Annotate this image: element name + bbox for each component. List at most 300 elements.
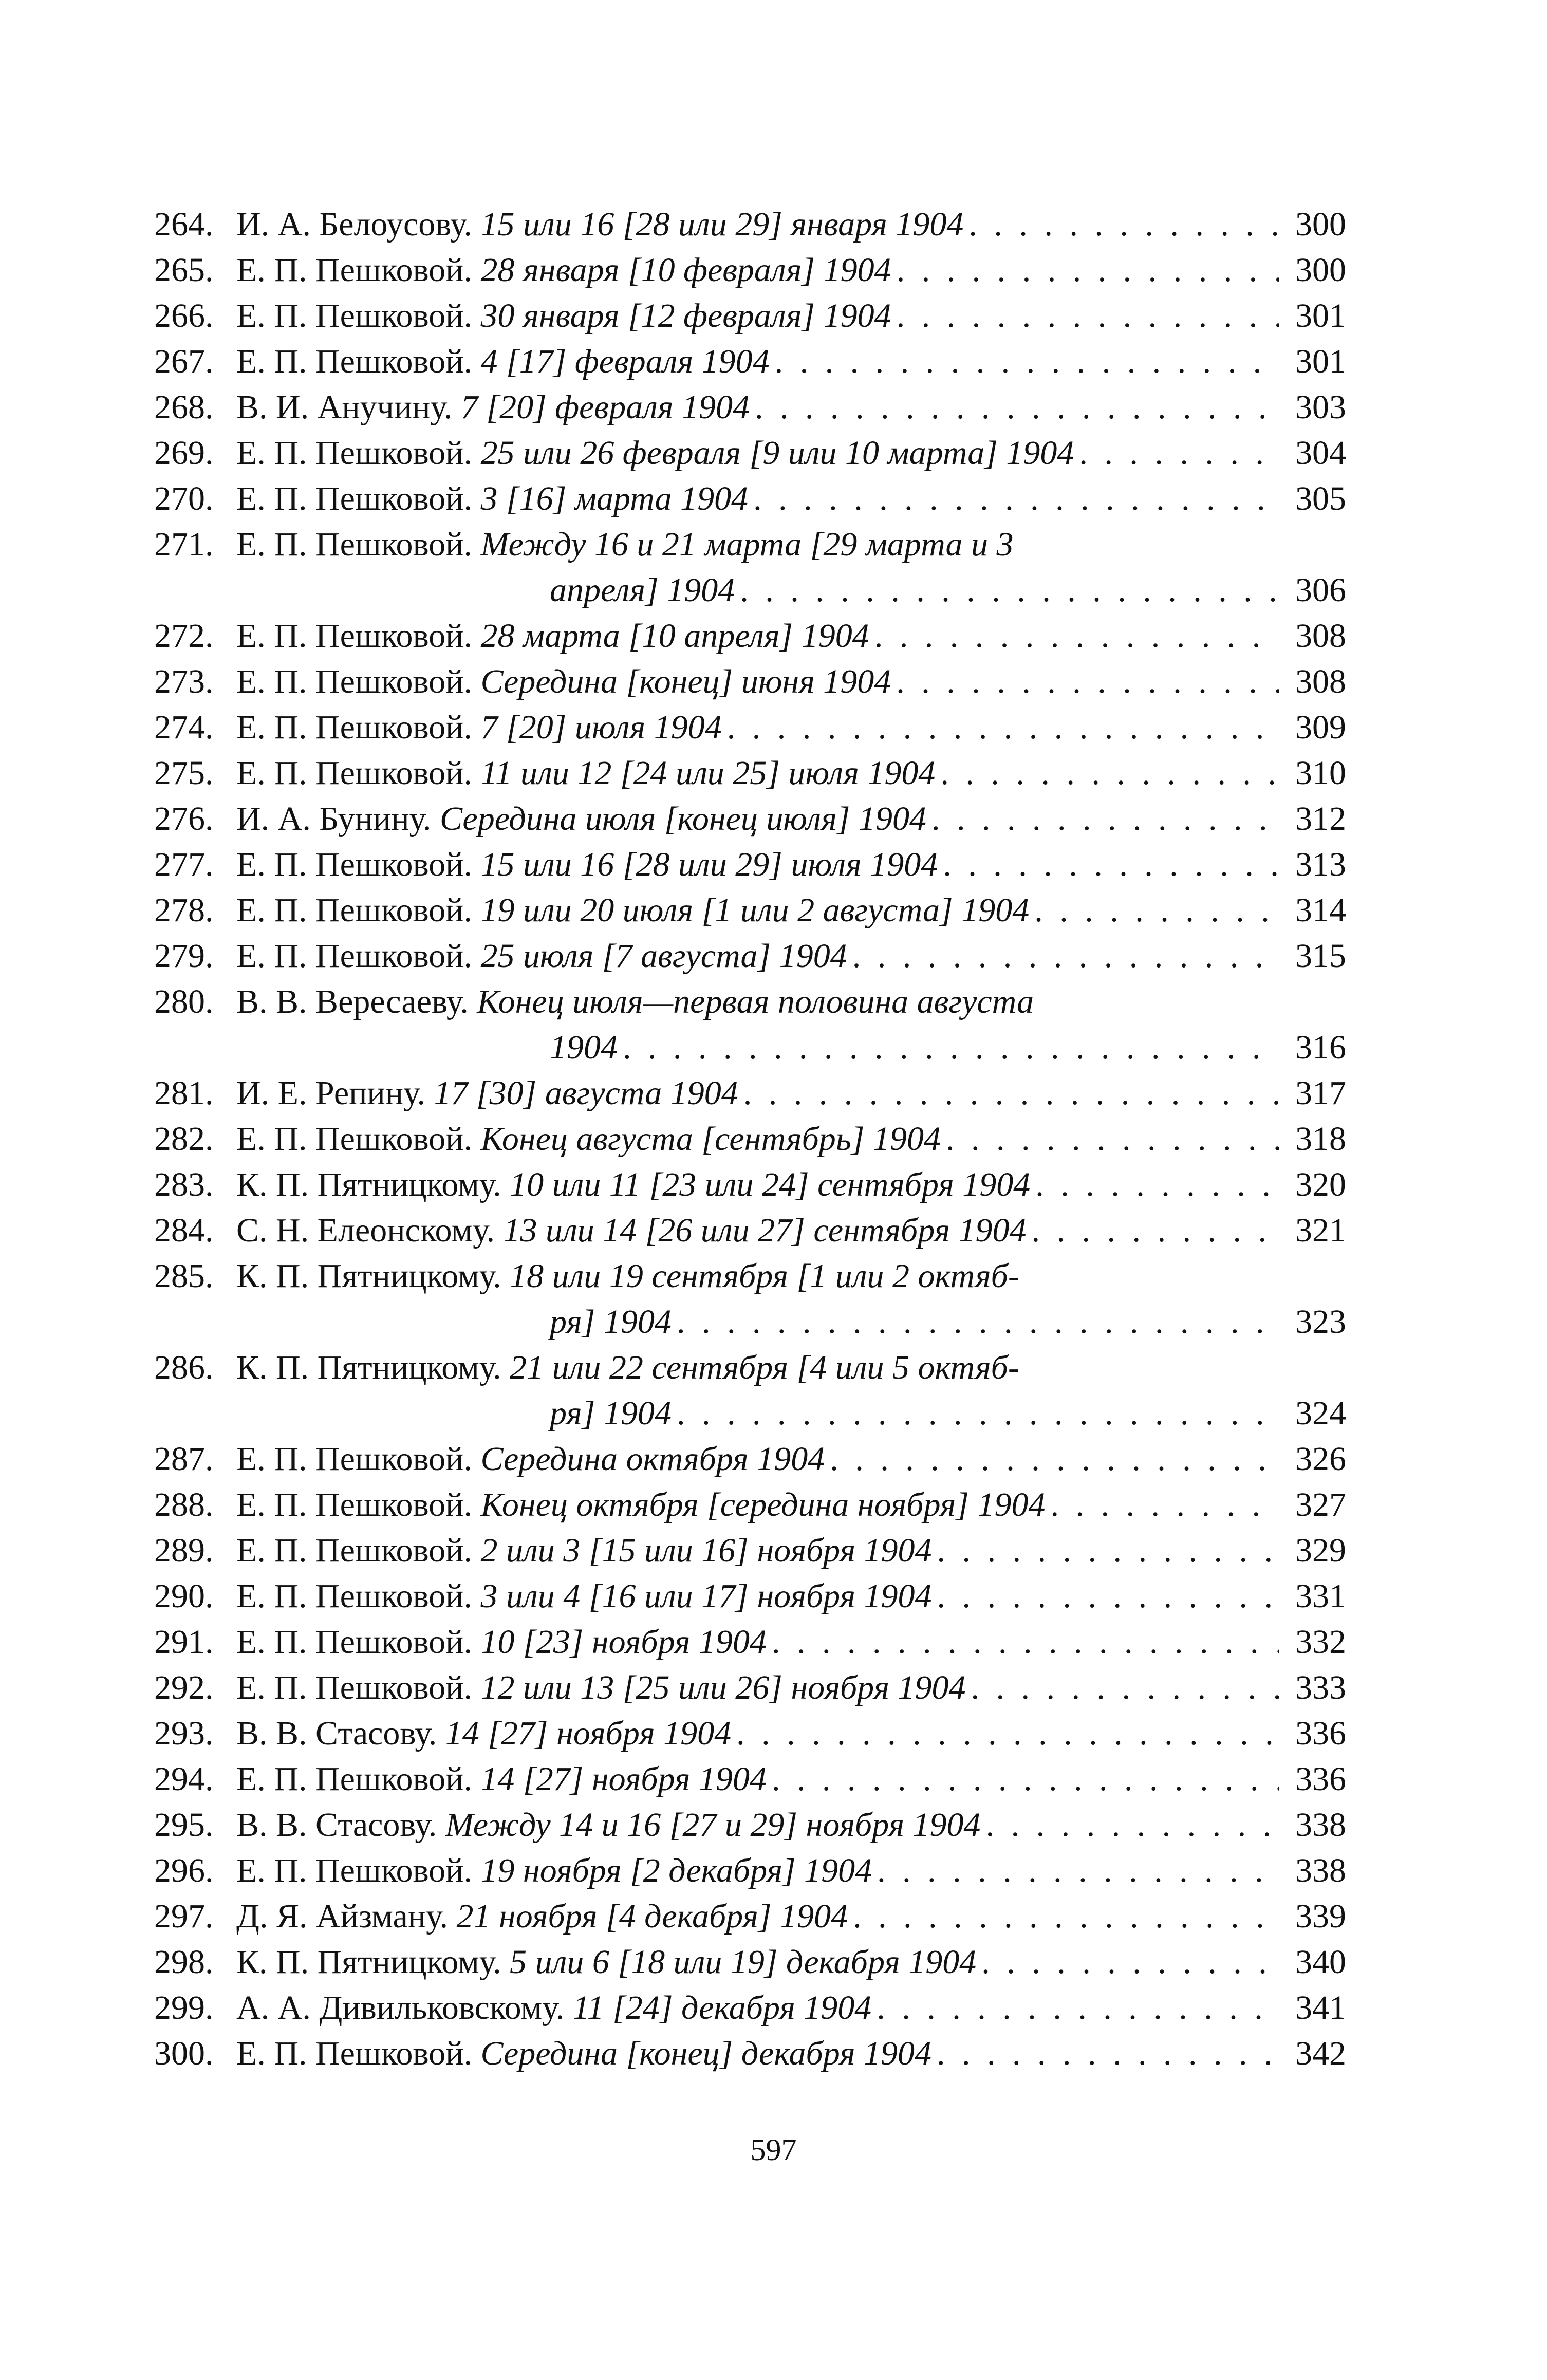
entry-page-number: 327 bbox=[1295, 1486, 1346, 1523]
entry-first-line bbox=[236, 659, 1279, 704]
entry-page-number: 308 bbox=[1295, 663, 1346, 700]
entry-number: 290. bbox=[154, 1577, 214, 1615]
entry-addressee: Е. П. Пешковой. bbox=[236, 1852, 473, 1889]
entry-number: 266. bbox=[154, 297, 214, 334]
entry-addressee: Е. П. Пешковой. bbox=[236, 480, 473, 517]
entry-page-number: 331 bbox=[1295, 1577, 1346, 1615]
spacer bbox=[472, 201, 481, 247]
toc-entry bbox=[154, 1756, 1346, 1802]
entry-first-line bbox=[236, 1939, 1279, 1985]
entry-number: 285. bbox=[154, 1257, 214, 1295]
dot-leader bbox=[871, 1985, 1279, 2031]
entry-body bbox=[236, 750, 1279, 796]
entry-addressee: К. П. Пятницкому. bbox=[236, 1943, 501, 1981]
toc-entry bbox=[154, 1893, 1346, 1939]
dot-leader bbox=[848, 1893, 1279, 1939]
entry-page-number: 313 bbox=[1295, 846, 1346, 883]
entry-addressee: К. П. Пятницкому. bbox=[236, 1166, 501, 1203]
spacer bbox=[452, 384, 461, 430]
toc-entry bbox=[154, 1207, 1346, 1253]
entry-addressee: К. П. Пятницкому. bbox=[236, 1349, 501, 1386]
entry-body bbox=[236, 247, 1279, 293]
entry-date: Между 16 и 21 марта [29 марта и 3 bbox=[480, 526, 1014, 563]
dot-leader bbox=[672, 1299, 1279, 1345]
entry-date: 7 [20] июля 1904 bbox=[480, 709, 722, 746]
dot-leader bbox=[869, 613, 1279, 659]
entry-body bbox=[236, 1619, 1279, 1665]
entry-page-number: 320 bbox=[1295, 1166, 1346, 1203]
toc-entry bbox=[154, 2031, 1346, 2076]
entry-page-number: 312 bbox=[1295, 800, 1346, 838]
entry-first-line bbox=[236, 1985, 1279, 2031]
entry-first-line bbox=[236, 1756, 1279, 1802]
entry-page-number: 332 bbox=[1295, 1623, 1346, 1661]
entry-date: 17 [30] августа 1904 bbox=[434, 1074, 738, 1112]
toc-entry bbox=[154, 887, 1346, 933]
spacer bbox=[472, 476, 481, 522]
dot-leader bbox=[750, 384, 1279, 430]
entry-addressee: Е. П. Пешковой. bbox=[236, 1760, 473, 1798]
entry-body bbox=[236, 1253, 1279, 1299]
spacer bbox=[472, 2031, 481, 2076]
entry-addressee: Е. П. Пешковой. bbox=[236, 343, 473, 380]
dot-leader bbox=[976, 1939, 1279, 1985]
entry-addressee: Е. П. Пешковой. bbox=[236, 937, 473, 975]
entry-addressee: Е. П. Пешковой. bbox=[236, 1577, 473, 1615]
entry-body bbox=[236, 430, 1279, 476]
entry-number: 289. bbox=[154, 1532, 214, 1569]
entry-number: 286. bbox=[154, 1349, 214, 1386]
dot-leader bbox=[1029, 887, 1279, 933]
entry-body bbox=[236, 796, 1279, 842]
entry-page-number: 339 bbox=[1295, 1898, 1346, 1935]
entry-page-number: 326 bbox=[1295, 1440, 1346, 1478]
entry-first-line bbox=[236, 1207, 1279, 1253]
entry-date: 11 или 12 [24 или 25] июля 1904 bbox=[480, 754, 936, 792]
dot-leader bbox=[847, 933, 1279, 979]
entry-date-continued: ря] 1904 bbox=[550, 1394, 672, 1432]
entry-number: 278. bbox=[154, 891, 214, 929]
entry-page-number: 321 bbox=[1295, 1212, 1346, 1249]
entry-addressee: В. В. Стасову. bbox=[236, 1806, 437, 1844]
dot-leader bbox=[731, 1710, 1279, 1756]
toc-entry bbox=[154, 979, 1346, 1070]
entry-addressee: Е. П. Пешковой. bbox=[236, 617, 473, 655]
entry-date: Конец августа [сентябрь] 1904 bbox=[480, 1120, 941, 1158]
spacer bbox=[472, 659, 481, 704]
entry-addressee: А. А. Дивильковскому. bbox=[236, 1989, 565, 2026]
spacer bbox=[472, 247, 481, 293]
toc-entry bbox=[154, 522, 1346, 613]
entry-date: Середина июля [конец июля] 1904 bbox=[439, 800, 926, 838]
toc-entry bbox=[154, 1665, 1346, 1710]
entry-page-number: 338 bbox=[1295, 1806, 1346, 1844]
spacer bbox=[437, 1802, 445, 1848]
entry-number: 298. bbox=[154, 1943, 214, 1981]
entry-body bbox=[236, 1985, 1279, 2031]
entry-addressee: Е. П. Пешковой. bbox=[236, 1440, 473, 1478]
entry-page-number: 323 bbox=[1295, 1303, 1346, 1341]
spacer bbox=[472, 887, 481, 933]
page-number: 597 bbox=[750, 2133, 797, 2167]
entry-first-line bbox=[236, 293, 1279, 339]
entry-number: 294. bbox=[154, 1760, 214, 1798]
toc-entry bbox=[154, 933, 1346, 979]
toc-entry bbox=[154, 384, 1346, 430]
entry-page-number: 309 bbox=[1295, 709, 1346, 746]
entry-body bbox=[236, 522, 1279, 567]
entry-date-continued: 1904 bbox=[550, 1029, 618, 1066]
entry-body bbox=[236, 1756, 1279, 1802]
entry-number: 268. bbox=[154, 388, 214, 426]
entry-addressee: Е. П. Пешковой. bbox=[236, 1120, 473, 1158]
entry-page-number: 336 bbox=[1295, 1715, 1346, 1752]
entry-addressee: В. И. Анучину. bbox=[236, 388, 453, 426]
entry-date: 14 [27] ноября 1904 bbox=[480, 1760, 767, 1798]
entry-continuation bbox=[550, 567, 1279, 613]
entry-page-number: 301 bbox=[1295, 297, 1346, 334]
entry-date: 25 или 26 февраля [9 или 10 марта] 1904 bbox=[480, 434, 1074, 472]
dot-leader bbox=[1045, 1482, 1279, 1528]
entry-first-line bbox=[236, 1710, 1279, 1756]
entry-body bbox=[236, 842, 1279, 887]
entry-number: 280. bbox=[154, 983, 214, 1020]
entry-first-line bbox=[236, 1619, 1279, 1665]
entry-first-line bbox=[236, 522, 1279, 567]
entry-body bbox=[236, 1848, 1279, 1893]
spacer bbox=[472, 842, 481, 887]
entry-number: 275. bbox=[154, 754, 214, 792]
entry-body bbox=[236, 1710, 1279, 1756]
entry-first-line bbox=[236, 1162, 1279, 1207]
entry-number: 273. bbox=[154, 663, 214, 700]
entry-date: 15 или 16 [28 или 29] июля 1904 bbox=[480, 846, 938, 883]
entry-addressee: Е. П. Пешковой. bbox=[236, 251, 473, 289]
spacer bbox=[472, 1619, 481, 1665]
entry-page-number: 301 bbox=[1295, 343, 1346, 380]
dot-leader bbox=[931, 2031, 1279, 2076]
toc-entry bbox=[154, 201, 1346, 247]
entry-date: 19 или 20 июля [1 или 2 августа] 1904 bbox=[480, 891, 1030, 929]
entry-number: 287. bbox=[154, 1440, 214, 1478]
entry-body bbox=[236, 887, 1279, 933]
entry-addressee: Е. П. Пешковой. bbox=[236, 663, 473, 700]
entry-page-number: 315 bbox=[1295, 937, 1346, 975]
toc-entry bbox=[154, 247, 1346, 293]
entry-date: 2 или 3 [15 или 16] ноября 1904 bbox=[480, 1532, 932, 1569]
dot-leader bbox=[981, 1802, 1279, 1848]
entry-addressee: Е. П. Пешковой. bbox=[236, 1486, 473, 1523]
spacer bbox=[472, 430, 481, 476]
dot-leader bbox=[891, 659, 1279, 704]
dot-leader bbox=[735, 567, 1279, 613]
toc-entry bbox=[154, 430, 1346, 476]
entry-addressee: В. В. Стасову. bbox=[236, 1715, 437, 1752]
entry-number: 270. bbox=[154, 480, 214, 517]
entry-first-line bbox=[236, 1253, 1279, 1299]
entry-date: 12 или 13 [25 или 26] ноября 1904 bbox=[480, 1669, 966, 1706]
toc-entry bbox=[154, 796, 1346, 842]
entry-body bbox=[236, 1802, 1279, 1848]
spacer bbox=[425, 1070, 434, 1116]
entry-date-continued: апреля] 1904 bbox=[550, 571, 735, 609]
spacer bbox=[431, 796, 440, 842]
spacer bbox=[564, 1985, 573, 2031]
entry-body bbox=[236, 704, 1279, 750]
entry-page-number: 336 bbox=[1295, 1760, 1346, 1798]
toc-entry bbox=[154, 476, 1346, 522]
entry-date: 5 или 6 [18 или 19] декабря 1904 bbox=[510, 1943, 977, 1981]
toc-entry bbox=[154, 1436, 1346, 1482]
toc-entry bbox=[154, 1116, 1346, 1162]
entry-number: 299. bbox=[154, 1989, 214, 2026]
entry-body bbox=[236, 1482, 1279, 1528]
dot-leader bbox=[872, 1848, 1279, 1893]
entry-first-line bbox=[236, 1482, 1279, 1528]
entry-date: 28 марта [10 апреля] 1904 bbox=[480, 617, 869, 655]
entry-number: 271. bbox=[154, 526, 214, 563]
entry-number: 265. bbox=[154, 251, 214, 289]
spacer bbox=[472, 613, 481, 659]
entry-first-line bbox=[236, 339, 1279, 384]
entry-addressee: Е. П. Пешковой. bbox=[236, 297, 473, 334]
entry-body bbox=[236, 1528, 1279, 1573]
toc-entry bbox=[154, 293, 1346, 339]
entry-date: 10 [23] ноября 1904 bbox=[480, 1623, 767, 1661]
entry-page-number: 300 bbox=[1295, 251, 1346, 289]
entry-body bbox=[236, 979, 1279, 1025]
entry-addressee: Е. П. Пешковой. bbox=[236, 1623, 473, 1661]
entry-number: 291. bbox=[154, 1623, 214, 1661]
dot-leader bbox=[1074, 430, 1279, 476]
spacer bbox=[501, 1939, 510, 1985]
entry-body bbox=[236, 201, 1279, 247]
entry-number: 269. bbox=[154, 434, 214, 472]
toc-entry bbox=[154, 704, 1346, 750]
spacer bbox=[472, 1436, 481, 1482]
entry-date-continued: ря] 1904 bbox=[550, 1303, 672, 1341]
dot-leader bbox=[932, 1528, 1280, 1573]
spacer bbox=[472, 704, 481, 750]
entry-first-line bbox=[236, 1528, 1279, 1573]
entry-addressee: И. А. Бунину. bbox=[236, 800, 432, 838]
toc-entry bbox=[154, 1710, 1346, 1756]
entry-first-line bbox=[236, 2031, 1279, 2076]
spacer bbox=[495, 1207, 504, 1253]
entry-number: 300. bbox=[154, 2035, 214, 2072]
entry-addressee: И. Е. Репину. bbox=[236, 1074, 425, 1112]
entry-page-number: 305 bbox=[1295, 480, 1346, 517]
dot-leader bbox=[932, 1573, 1280, 1619]
entry-addressee: И. А. Белоусову. bbox=[236, 206, 473, 243]
entry-first-line bbox=[236, 1573, 1279, 1619]
entry-date: 19 ноября [2 декабря] 1904 bbox=[480, 1852, 872, 1889]
dot-leader bbox=[966, 1665, 1280, 1710]
dot-leader bbox=[926, 796, 1279, 842]
entry-page-number: 338 bbox=[1295, 1852, 1346, 1889]
spacer bbox=[469, 979, 477, 1025]
entry-body bbox=[236, 1665, 1279, 1710]
entry-number: 288. bbox=[154, 1486, 214, 1523]
toc-entry bbox=[154, 750, 1346, 796]
entry-number: 297. bbox=[154, 1898, 214, 1935]
entry-continuation bbox=[550, 1299, 1279, 1345]
dot-leader bbox=[963, 201, 1279, 247]
entry-first-line bbox=[236, 1436, 1279, 1482]
entry-date: 21 ноября [4 декабря] 1904 bbox=[456, 1898, 848, 1935]
entry-addressee: Е. П. Пешковой. bbox=[236, 1532, 473, 1569]
entry-addressee: С. Н. Елеонскому. bbox=[236, 1212, 495, 1249]
entry-number: 264. bbox=[154, 206, 214, 243]
entry-body bbox=[236, 613, 1279, 659]
entry-number: 267. bbox=[154, 343, 214, 380]
entry-number: 272. bbox=[154, 617, 214, 655]
entry-number: 282. bbox=[154, 1120, 214, 1158]
spacer bbox=[501, 1253, 510, 1299]
toc-entry bbox=[154, 842, 1346, 887]
toc-entry bbox=[154, 1070, 1346, 1116]
spacer bbox=[472, 933, 481, 979]
entry-first-line bbox=[236, 750, 1279, 796]
entry-first-line bbox=[236, 796, 1279, 842]
entry-date: Конец июля—первая половина августа bbox=[477, 983, 1034, 1020]
dot-leader bbox=[941, 1116, 1279, 1162]
entry-first-line bbox=[236, 476, 1279, 522]
dot-leader bbox=[722, 704, 1279, 750]
entry-addressee: Д. Я. Айзману. bbox=[236, 1898, 448, 1935]
entry-addressee: К. П. Пятницкому. bbox=[236, 1257, 501, 1295]
entry-page-number: 306 bbox=[1295, 571, 1346, 609]
entry-body bbox=[236, 2031, 1279, 2076]
entry-first-line bbox=[236, 1802, 1279, 1848]
entry-body bbox=[236, 293, 1279, 339]
toc-entry bbox=[154, 1573, 1346, 1619]
spacer bbox=[501, 1345, 510, 1390]
entry-continuation bbox=[550, 1025, 1279, 1070]
toc-entry bbox=[154, 1985, 1346, 2031]
entry-number: 296. bbox=[154, 1852, 214, 1889]
spacer bbox=[472, 522, 481, 567]
entry-first-line bbox=[236, 1070, 1279, 1116]
dot-leader bbox=[748, 476, 1279, 522]
entry-date: 21 или 22 сентября [4 или 5 октяб- bbox=[510, 1349, 1019, 1386]
toc-entry bbox=[154, 1802, 1346, 1848]
entry-body bbox=[236, 1207, 1279, 1253]
entry-number: 274. bbox=[154, 709, 214, 746]
entry-body bbox=[236, 1162, 1279, 1207]
entry-date: 3 или 4 [16 или 17] ноября 1904 bbox=[480, 1577, 932, 1615]
toc-entry bbox=[154, 613, 1346, 659]
entry-body bbox=[236, 1573, 1279, 1619]
dot-leader bbox=[767, 1619, 1279, 1665]
entry-first-line bbox=[236, 201, 1279, 247]
entry-number: 284. bbox=[154, 1212, 214, 1249]
spacer bbox=[472, 1665, 481, 1710]
spacer bbox=[472, 293, 481, 339]
toc-entry bbox=[154, 1345, 1346, 1436]
entry-body bbox=[236, 1116, 1279, 1162]
entry-number: 277. bbox=[154, 846, 214, 883]
spacer bbox=[472, 1756, 481, 1802]
dot-leader bbox=[935, 750, 1279, 796]
entry-first-line bbox=[236, 613, 1279, 659]
entry-first-line bbox=[236, 1345, 1279, 1390]
entry-date: Середина [конец] июня 1904 bbox=[480, 663, 891, 700]
entry-page-number: 310 bbox=[1295, 754, 1346, 792]
dot-leader bbox=[891, 293, 1279, 339]
entry-date: 13 или 14 [26 или 27] сентября 1904 bbox=[503, 1212, 1027, 1249]
entry-addressee: Е. П. Пешковой. bbox=[236, 891, 473, 929]
dot-leader bbox=[825, 1436, 1279, 1482]
entry-date: 30 января [12 февраля] 1904 bbox=[480, 297, 891, 334]
toc-entry bbox=[154, 659, 1346, 704]
table-of-contents bbox=[154, 201, 1346, 2076]
entry-page-number: 341 bbox=[1295, 1989, 1346, 2026]
entry-addressee: Е. П. Пешковой. bbox=[236, 526, 473, 563]
dot-leader bbox=[770, 339, 1279, 384]
spacer bbox=[472, 750, 481, 796]
entry-body bbox=[236, 659, 1279, 704]
entry-number: 295. bbox=[154, 1806, 214, 1844]
entry-date: Середина [конец] декабря 1904 bbox=[480, 2035, 932, 2072]
entry-page-number: 333 bbox=[1295, 1669, 1346, 1706]
entry-date: 25 июля [7 августа] 1904 bbox=[480, 937, 847, 975]
entry-addressee: Е. П. Пешковой. bbox=[236, 434, 473, 472]
entry-date: 14 [27] ноября 1904 bbox=[445, 1715, 732, 1752]
dot-leader bbox=[672, 1390, 1279, 1436]
dot-leader bbox=[767, 1756, 1279, 1802]
entry-addressee: Е. П. Пешковой. bbox=[236, 709, 473, 746]
dot-leader bbox=[618, 1025, 1279, 1070]
entry-body bbox=[236, 1345, 1279, 1390]
entry-addressee: Е. П. Пешковой. bbox=[236, 846, 473, 883]
entry-page-number: 324 bbox=[1295, 1394, 1346, 1432]
entry-page-number: 340 bbox=[1295, 1943, 1346, 1981]
toc-entry bbox=[154, 1528, 1346, 1573]
entry-first-line bbox=[236, 1848, 1279, 1893]
entry-page-number: 316 bbox=[1295, 1029, 1346, 1066]
toc-entry bbox=[154, 1619, 1346, 1665]
toc-entry bbox=[154, 1253, 1346, 1345]
spacer bbox=[472, 1573, 481, 1619]
entry-number: 279. bbox=[154, 937, 214, 975]
entry-first-line bbox=[236, 887, 1279, 933]
dot-leader bbox=[1030, 1162, 1279, 1207]
entry-page-number: 317 bbox=[1295, 1074, 1346, 1112]
entry-body bbox=[236, 339, 1279, 384]
dot-leader bbox=[1027, 1207, 1279, 1253]
toc-entry bbox=[154, 339, 1346, 384]
entry-body bbox=[236, 933, 1279, 979]
toc-entry bbox=[154, 1848, 1346, 1893]
entry-continuation bbox=[550, 1390, 1279, 1436]
entry-date: 4 [17] февраля 1904 bbox=[480, 343, 770, 380]
entry-date: 3 [16] марта 1904 bbox=[480, 480, 749, 517]
entry-date: 15 или 16 [28 или 29] января 1904 bbox=[480, 206, 964, 243]
entry-page-number: 304 bbox=[1295, 434, 1346, 472]
entry-body bbox=[236, 384, 1279, 430]
spacer bbox=[472, 1528, 481, 1573]
toc-entry bbox=[154, 1939, 1346, 1985]
spacer bbox=[472, 1848, 481, 1893]
entry-addressee: В. В. Вересаеву. bbox=[236, 983, 469, 1020]
entry-date: 7 [20] февраля 1904 bbox=[460, 388, 750, 426]
spacer bbox=[472, 339, 481, 384]
entry-number: 293. bbox=[154, 1715, 214, 1752]
dot-leader bbox=[738, 1070, 1279, 1116]
entry-first-line bbox=[236, 1893, 1279, 1939]
entry-addressee: Е. П. Пешковой. bbox=[236, 2035, 473, 2072]
